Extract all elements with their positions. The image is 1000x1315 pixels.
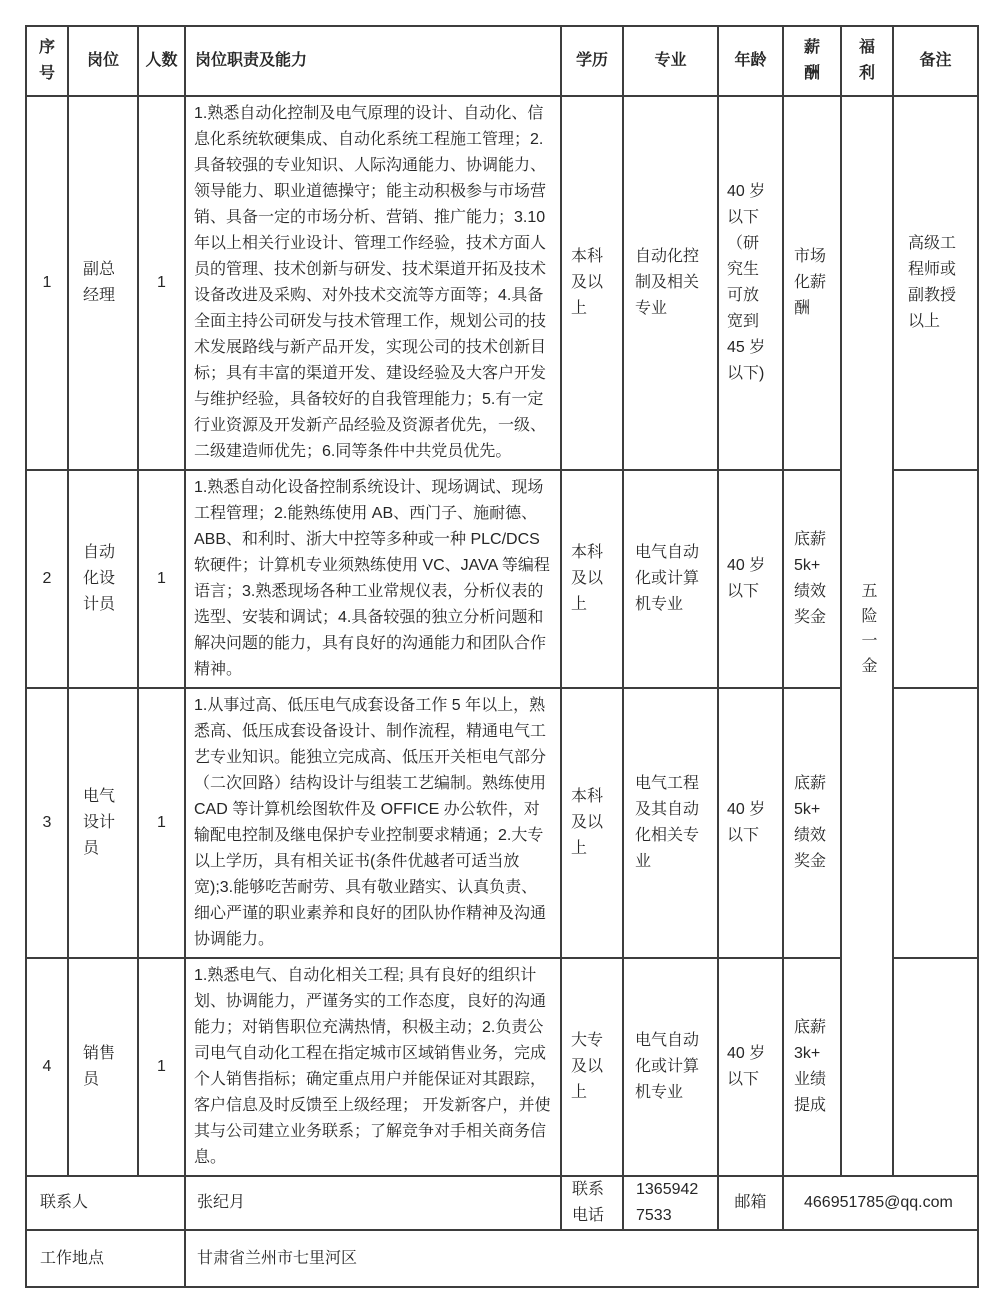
duties-cell: 1.熟悉自动化控制及电气原理的设计、自动化、信息化系统软硬集成、自动化系统工程施工管理；2.具备较强的专业知识、人际沟通能力、协调能力、领导能力、职业道德操守；能主动积极参与市场营销、具备一定的市场分析、营销、推广能力；3.10 年以上相关行业设计、管理工作经验，技术方面人员的管理、技术创新与研发、技术渠道开拓及技术设备改进及采购、对外技术交流等方面等；4.具备全面主持公司研发与技术管理工作，规划公司的技术发展路线与新产品开发，实现公司的技术创新目标；具有丰富的渠道开发、建设经验及大客户开发与维护经验，具备较好的自我管理能力；5.有一定行业资源及开发新产品经验及资源者优先，一级、二级建造师优先；6.同等条件中共党员优先。 (185, 96, 561, 470)
position-cell: 销售员 (68, 958, 138, 1176)
age-cell: 40 岁以下 (718, 958, 783, 1176)
position-cell: 副总经理 (68, 96, 138, 470)
position-cell: 电气设计员 (68, 688, 138, 958)
table-row (26, 688, 978, 958)
headcount-cell: 1 (138, 688, 185, 958)
row-no: 1 (26, 96, 68, 470)
salary-cell: 底薪5k+绩效奖金 (783, 688, 841, 958)
salary-cell: 市场化薪酬 (783, 96, 841, 470)
major-cell: 自动化控制及相关专业 (623, 96, 718, 470)
headcount-cell: 1 (138, 958, 185, 1176)
header-welfare: 福利 (841, 26, 893, 96)
welfare-merged-cell (841, 96, 893, 1176)
education-cell: 本科及以上 (561, 96, 623, 470)
major-cell: 电气工程及其自动化相关专业 (623, 688, 718, 958)
remark-cell: 高级工程师或副教授以上 (893, 96, 978, 470)
location-value: 甘肃省兰州市七里河区 (185, 1230, 978, 1287)
row-no: 4 (26, 958, 68, 1176)
salary-cell: 底薪5k+绩效奖金 (783, 470, 841, 688)
welfare-vertical-text: 五险一金 (859, 581, 876, 682)
row-no: 2 (26, 470, 68, 688)
header-remark: 备注 (893, 26, 978, 96)
header-position: 岗位 (68, 26, 138, 96)
table-row (26, 96, 978, 470)
recruitment-table (25, 25, 979, 1288)
remark-cell (893, 470, 978, 688)
phone-label: 联系电话 (561, 1176, 623, 1230)
education-cell: 本科及以上 (561, 470, 623, 688)
position-cell: 自动化设计员 (68, 470, 138, 688)
education-cell: 本科及以上 (561, 688, 623, 958)
header-salary: 薪酬 (783, 26, 841, 96)
duties-cell: 1.熟悉电气、自动化相关工程; 具有良好的组织计划、协调能力，严谨务实的工作态度，良好的沟通能力；对销售职位充满热情，积极主动；2.负责公司电气自动化工程在指定城市区域销售业务，完成个人销售指标；确定重点用户并能保证对其跟踪，客户信息及时反馈至上级经理； 开发新客户，并使其与公司建立业务联系；了解竞争对手相关商务信息。 (185, 958, 561, 1176)
table-row (26, 470, 978, 688)
education-cell: 大专及以上 (561, 958, 623, 1176)
duties-cell: 1.熟悉自动化设备控制系统设计、现场调试、现场工程管理；2.能熟练使用 AB、西门子、施耐德、ABB、和利时、浙大中控等多种或一种 PLC/DCS 软硬件；计算机专业须熟练使用 VC、JAVA 等编程语言；3.熟悉现场各种工业常规仪表，分析仪表的选型、安装和调试；4.具备较强的独立分析问题和解决问题的能力，具有良好的沟通能力和团队合作精神。 (185, 470, 561, 688)
header-headcount: 人数 (138, 26, 185, 96)
salary-cell: 底薪3k+业绩提成 (783, 958, 841, 1176)
contact-label: 联系人 (26, 1176, 185, 1230)
headcount-cell: 1 (138, 470, 185, 688)
header-duties: 岗位职责及能力 (185, 26, 561, 96)
age-cell: 40 岁以下（研究生可放宽到 45 岁以下) (718, 96, 783, 470)
location-row (26, 1230, 978, 1287)
row-no: 3 (26, 688, 68, 958)
duties-cell: 1.从事过高、低压电气成套设备工作 5 年以上，熟悉高、低压成套设备设计、制作流程，精通电气工艺专业知识。能独立完成高、低压开关柜电气部分（二次回路）结构设计与组装工艺编制。熟练使用 CAD 等计算机绘图软件及 OFFICE 办公软件，对输配电控制及继电保护专业控制要求精通；2.大专以上学历，具有相关证书(条件优越者可适当放宽);3.能够吃苦耐劳、具有敬业踏实、认真负责、细心严谨的职业素养和良好的团队协作精神及沟通协调能力。 (185, 688, 561, 958)
header-age: 年龄 (718, 26, 783, 96)
age-cell: 40 岁以下 (718, 688, 783, 958)
major-cell: 电气自动化或计算机专业 (623, 958, 718, 1176)
location-label: 工作地点 (26, 1230, 185, 1287)
contact-name: 张纪月 (185, 1176, 561, 1230)
header-education: 学历 (561, 26, 623, 96)
age-cell: 40 岁以下 (718, 470, 783, 688)
remark-cell (893, 688, 978, 958)
table-row (26, 958, 978, 1176)
major-cell: 电气自动化或计算机专业 (623, 470, 718, 688)
header-row (26, 26, 978, 96)
email-address: 466951785@qq.com (783, 1176, 978, 1230)
contact-row (26, 1176, 978, 1230)
header-no: 序号 (26, 26, 68, 96)
header-major: 专业 (623, 26, 718, 96)
headcount-cell: 1 (138, 96, 185, 470)
email-label: 邮箱 (718, 1176, 783, 1230)
remark-cell (893, 958, 978, 1176)
phone-number: 13659427533 (623, 1176, 718, 1230)
